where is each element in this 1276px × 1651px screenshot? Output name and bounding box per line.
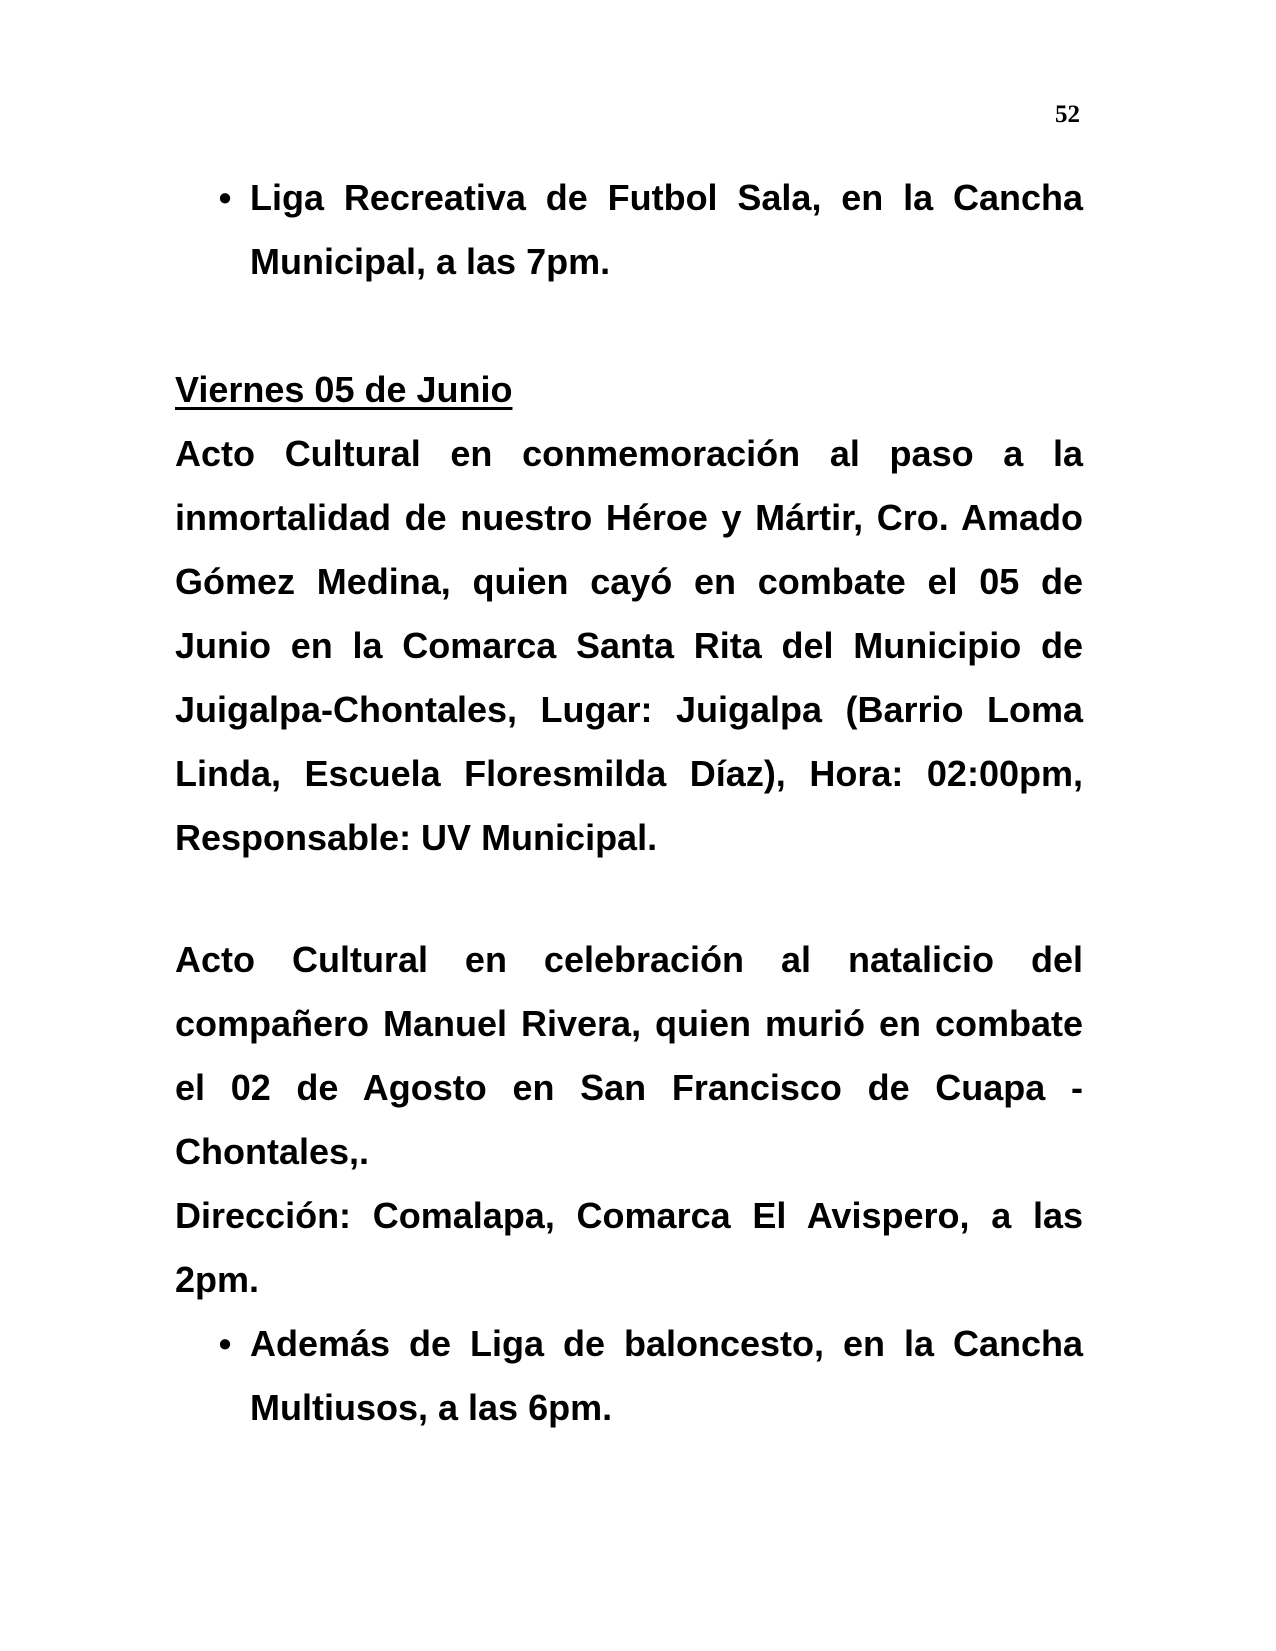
paragraph: Acto Cultural en celebración al natalicio del compañero Manuel Rivera, quien murió en combate el 02 de Agosto en San Francisco de Cuapa - Chontales,. [175, 939, 1083, 1172]
paragraph: Acto Cultural en conmemoración al paso a la inmortalidad de nuestro Héroe y Mártir, Cro. Amado Gómez Medina, quien cayó en combate el 05 de Junio en la Comarca Santa Rita del Municipio de Juigalpa-Chontales, Lugar: Juigalpa (Barrio Loma Linda, Escuela Floresmilda Díaz), Hora: 02:00pm, Responsable: UV Municipal. [175, 433, 1083, 858]
list-item [175, 1312, 1083, 1440]
document-body [175, 166, 1083, 1440]
page-number: 52 [1055, 101, 1080, 128]
list-item [175, 166, 1083, 294]
paragraph: Dirección: Comalapa, Comarca El Avispero, a las 2pm. [175, 1195, 1083, 1300]
list-item-text: Además de Liga de baloncesto, en la Cancha Multiusos, a las 6pm. [250, 1323, 1083, 1428]
list-item-text: Liga Recreativa de Futbol Sala, en la Cancha Municipal, a las 7pm. [250, 177, 1083, 282]
bullet-icon: • [218, 1323, 232, 1364]
bullet-icon: • [218, 177, 232, 218]
section-heading: Viernes 05 de Junio [175, 369, 513, 410]
